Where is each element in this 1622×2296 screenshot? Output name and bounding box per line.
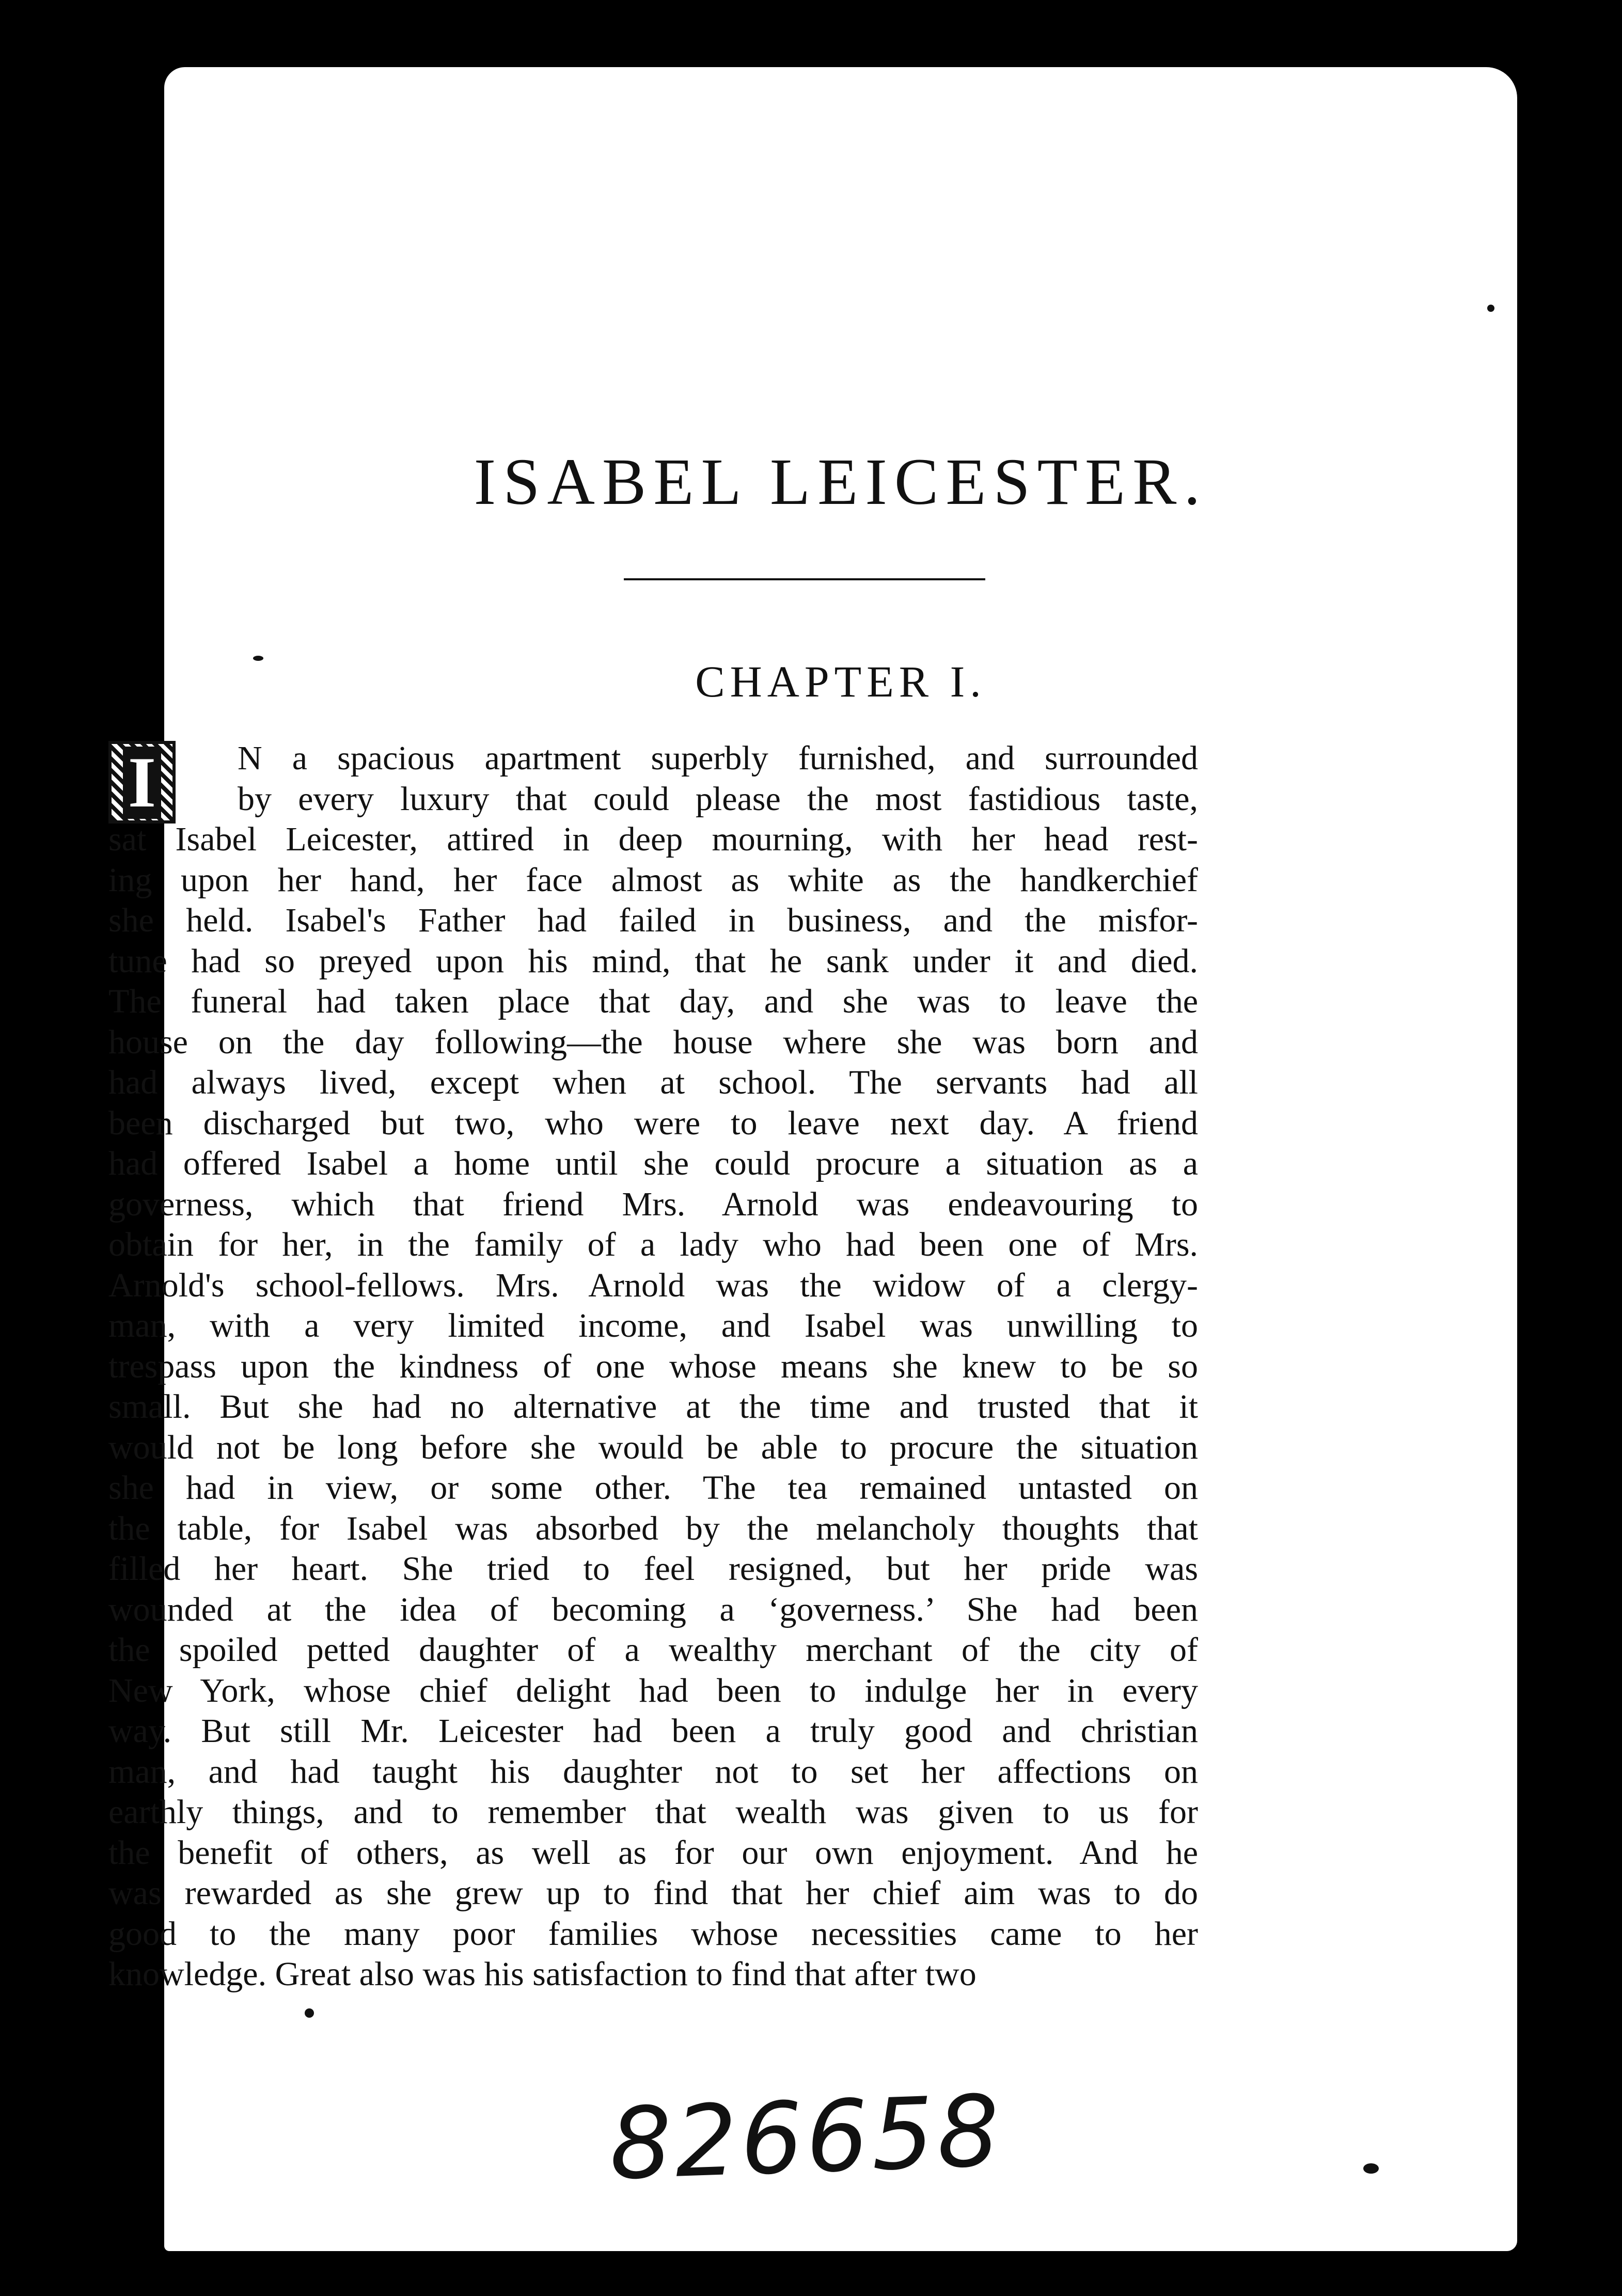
handwritten-catalog-number: 826658 [607, 2073, 1004, 2202]
scan-speck [253, 656, 263, 661]
text-line: trespass upon the kindness of one whose means she knew to be so [108, 1347, 1198, 1385]
scan-speck [1487, 305, 1494, 312]
title-rule [624, 578, 985, 580]
text-line: the spoiled petted daughter of a wealthy merchant of the city of [108, 1631, 1198, 1669]
text-line: governess, which that friend Mrs. Arnold was endeavouring to [108, 1185, 1198, 1223]
text-line: filled her heart. She tried to feel resigned, but her pride was [108, 1550, 1198, 1588]
scan-speck [305, 2008, 314, 2018]
text-line: Arnold's school-fellows. Mrs. Arnold was the widow of a clergy- [108, 1266, 1198, 1304]
text-line: sat Isabel Leicester, attired in deep mourning, with her head rest- [108, 820, 1198, 858]
text-line: she had in view, or some other. The tea remained untasted on [108, 1469, 1198, 1507]
scan-speck [1363, 2163, 1379, 2174]
text-line: good to the many poor families whose necessities came to her [108, 1914, 1198, 1953]
text-line: would not be long before she would be able to procure the situation [108, 1428, 1198, 1466]
text-line: knowledge. Great also was his satisfaction to find that after two [108, 1955, 977, 1993]
text-line: ing upon her hand, her face almost as white as the handkerchief [108, 861, 1198, 899]
text-line: man, with a very limited income, and Isabel was unwilling to [108, 1307, 1198, 1344]
text-line: obtain for her, in the family of a lady who had been one of Mrs. [108, 1226, 1198, 1263]
text-line: small. But she had no alternative at the time and trusted that it [108, 1388, 1198, 1426]
text-line: by every luxury that could please the most fastidious taste, [238, 780, 1198, 818]
text-line: tune had so preyed upon his mind, that he sank under it and died. [108, 942, 1198, 980]
text-line: been discharged but two, who were to leave next day. A friend [108, 1104, 1198, 1142]
chapter-heading: CHAPTER I. [695, 657, 986, 706]
text-line: man, and had taught his daughter not to set her affections on [108, 1752, 1198, 1791]
text-line: house on the day following—the house where she was born and [108, 1023, 1198, 1061]
text-line: The funeral had taken place that day, and she was to leave the [108, 983, 1198, 1020]
text-line: was rewarded as she grew up to find that her chief aim was to do [108, 1874, 1198, 1912]
text-line: earthly things, and to remember that wealth was given to us for [108, 1793, 1198, 1831]
text-line: the table, for Isabel was absorbed by the melancholy thoughts that [108, 1509, 1198, 1547]
text-line: wounded at the idea of becoming a ‘governess.’ She had been [108, 1590, 1198, 1628]
text-line: had offered Isabel a home until she could procure a situation as a [108, 1145, 1198, 1182]
text-line: had always lived, except when at school. The servants had all [108, 1064, 1198, 1101]
drop-cap-letter: I [123, 747, 161, 819]
text-line: New York, whose chief delight had been to indulge her in every [108, 1671, 1198, 1709]
text-line: the benefit of others, as well as for our own enjoyment. And he [108, 1833, 1198, 1872]
text-line: way. But still Mr. Leicester had been a truly good and christian [108, 1712, 1198, 1750]
body-text [108, 738, 1198, 1995]
text-line: she held. Isabel's Father had failed in business, and the misfor- [108, 901, 1198, 939]
book-title: ISABEL LEICESTER. [474, 445, 1208, 518]
text-line: N a spacious apartment superbly furnished, and surrounded [238, 739, 1198, 777]
